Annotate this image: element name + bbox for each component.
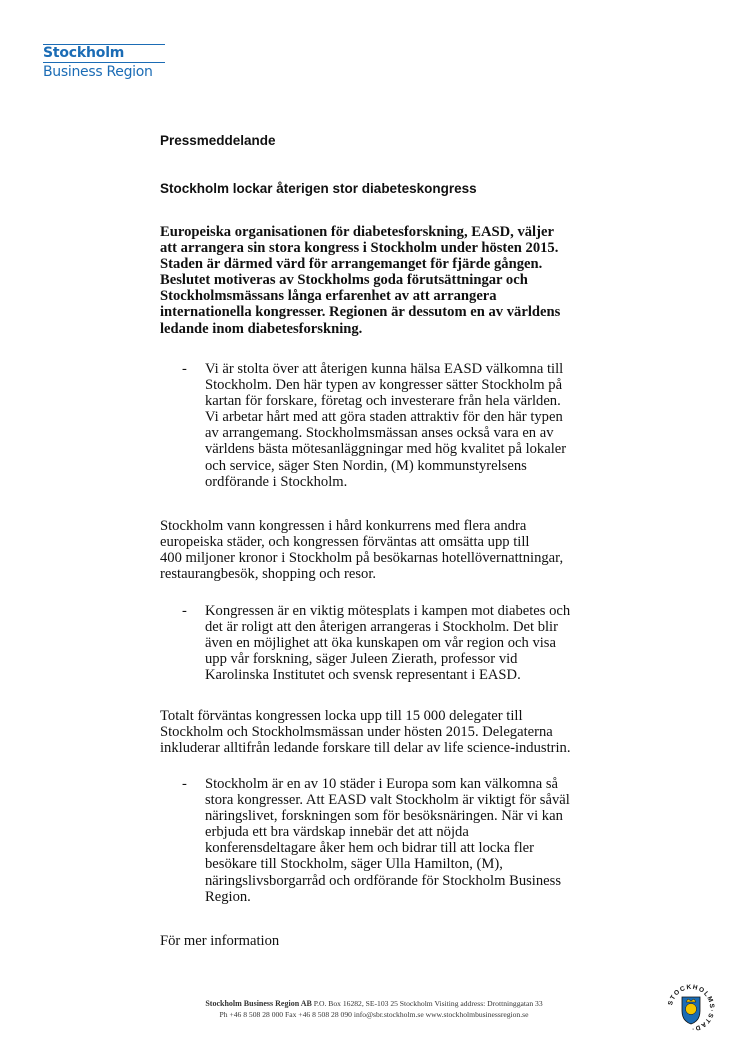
body-paragraph-1 xyxy=(160,518,563,582)
text-line: näringslivsborgarråd och ordförande för Stockholm Business xyxy=(205,872,561,889)
text-line: näringslivet, forskningen som för besöksnäringen. När vi kan xyxy=(205,808,563,825)
footer-address-line: P.O. Box 16282, SE-103 25 Stockholm Visiting address: Drottninggatan 33 xyxy=(313,999,543,1008)
more-information xyxy=(160,933,279,949)
text-line: Europeiska organisationen för diabetesforskning, EASD, väljer xyxy=(160,224,554,240)
document-type-heading: Pressmeddelande xyxy=(160,133,276,148)
quote-juleen-zierath xyxy=(205,603,570,683)
text-line: Staden är därmed värd för arrangemanget för fjärde gången. xyxy=(160,256,543,273)
text-line: kartan för forskare, företag och investerare från hela världen. xyxy=(205,393,561,410)
text-line: inkluderar alltifrån ledande forskare till delar av life science-industrin. xyxy=(160,740,571,757)
text-line: Vi arbetar hårt med att göra staden attraktiv för den här typen xyxy=(205,409,563,426)
text-line: upp vår forskning, säger Juleen Zierath, professor vid xyxy=(205,651,518,668)
body-paragraph-2 xyxy=(160,708,570,756)
text-line: Stockholm vann kongressen i hård konkurrens med flera andra xyxy=(160,518,527,534)
lead-paragraph xyxy=(160,224,560,337)
stockholms-stad-seal xyxy=(666,983,716,1033)
text-line: av arrangemang. Stockholmsmässan anses också vara en av xyxy=(205,425,554,442)
text-line: Stockholm och Stockholmsmässan under hösten 2015. Delegaterna xyxy=(160,724,553,741)
text-line: 400 miljoner kronor i Stockholm på besökarnas hotellövernattningar, xyxy=(160,550,564,567)
logo-line-1: Stockholm xyxy=(43,45,125,61)
footer-company: Stockholm Business Region AB xyxy=(205,999,312,1008)
text-line: konferensdeltagare åker hem och bidrar till att locka fler xyxy=(205,840,535,857)
text-line: Stockholm. Den här typen av kongresser sätter Stockholm på xyxy=(205,377,563,394)
stockholm-business-region-logo xyxy=(43,44,165,81)
text-line: Karolinska Institutet och svensk representant i EASD. xyxy=(205,667,521,684)
footer-address xyxy=(176,998,572,1020)
text-line: ledande inom diabetesforskning. xyxy=(160,320,363,337)
text-line: Stockholmsmässans långa erfarenhet av att arrangera xyxy=(160,288,497,305)
text-line: att arrangera sin stora kongress i Stockholm under hösten 2015. xyxy=(160,240,559,257)
text-line: och service, säger Sten Nordin, (M) kommunstyrelsens xyxy=(205,457,527,474)
text-line: restaurangbesök, shopping och resor. xyxy=(160,566,377,583)
press-release-title: Stockholm lockar återigen stor diabeteskongress xyxy=(160,181,477,196)
quote-dash: - xyxy=(182,603,187,619)
quote-dash: - xyxy=(182,361,187,377)
text-line: europeiska städer, och kongressen förväntas att omsätta upp till xyxy=(160,534,530,551)
text-line: världens bästa mötesanläggningar med hög kvalitet på lokaler xyxy=(205,441,567,458)
text-line: besökare till Stockholm, säger Ulla Hamilton, (M), xyxy=(205,856,503,873)
text-line: stora kongresser. Att EASD valt Stockholm är viktigt för såväl xyxy=(205,792,570,809)
text-line: det är roligt att den återigen arrangeras i Stockholm. Det blir xyxy=(205,619,558,636)
text-line: även en möjlighet att öka kunskapen om vår region och visa xyxy=(205,635,556,652)
text-line: Beslutet motiveras av Stockholms goda förutsättningar och xyxy=(160,272,528,289)
text-line: erbjuda ett bra värdskap innebär det att nöjda xyxy=(205,824,469,841)
text-line: För mer information xyxy=(160,933,280,949)
text-line: Totalt förväntas kongressen locka upp till 15 000 delegater till xyxy=(160,708,523,724)
text-line: Region. xyxy=(205,888,251,905)
text-line: Vi är stolta över att återigen kunna hälsa EASD välkomna till xyxy=(205,361,564,377)
svg-text:STOCKHOLMS·STAD·: STOCKHOLMS·STAD· xyxy=(667,983,716,1033)
text-line: internationella kongresser. Regionen är dessutom en av världens xyxy=(160,304,561,321)
text-line: Kongressen är en viktig mötesplats i kampen mot diabetes och xyxy=(205,603,571,619)
quote-dash: - xyxy=(182,776,187,792)
text-line: Stockholm är en av 10 städer i Europa som kan välkomna så xyxy=(205,776,559,792)
quote-ulla-hamilton xyxy=(205,776,570,905)
footer-contact: Ph +46 8 508 28 000 Fax +46 8 508 28 090 info@sbr.stockholm.se www.stockholmbusinessregion.se xyxy=(219,1010,529,1019)
text-line: ordförande i Stockholm. xyxy=(205,473,348,490)
logo-line-2: Business Region xyxy=(43,64,153,80)
quote-sten-nordin xyxy=(205,361,566,490)
